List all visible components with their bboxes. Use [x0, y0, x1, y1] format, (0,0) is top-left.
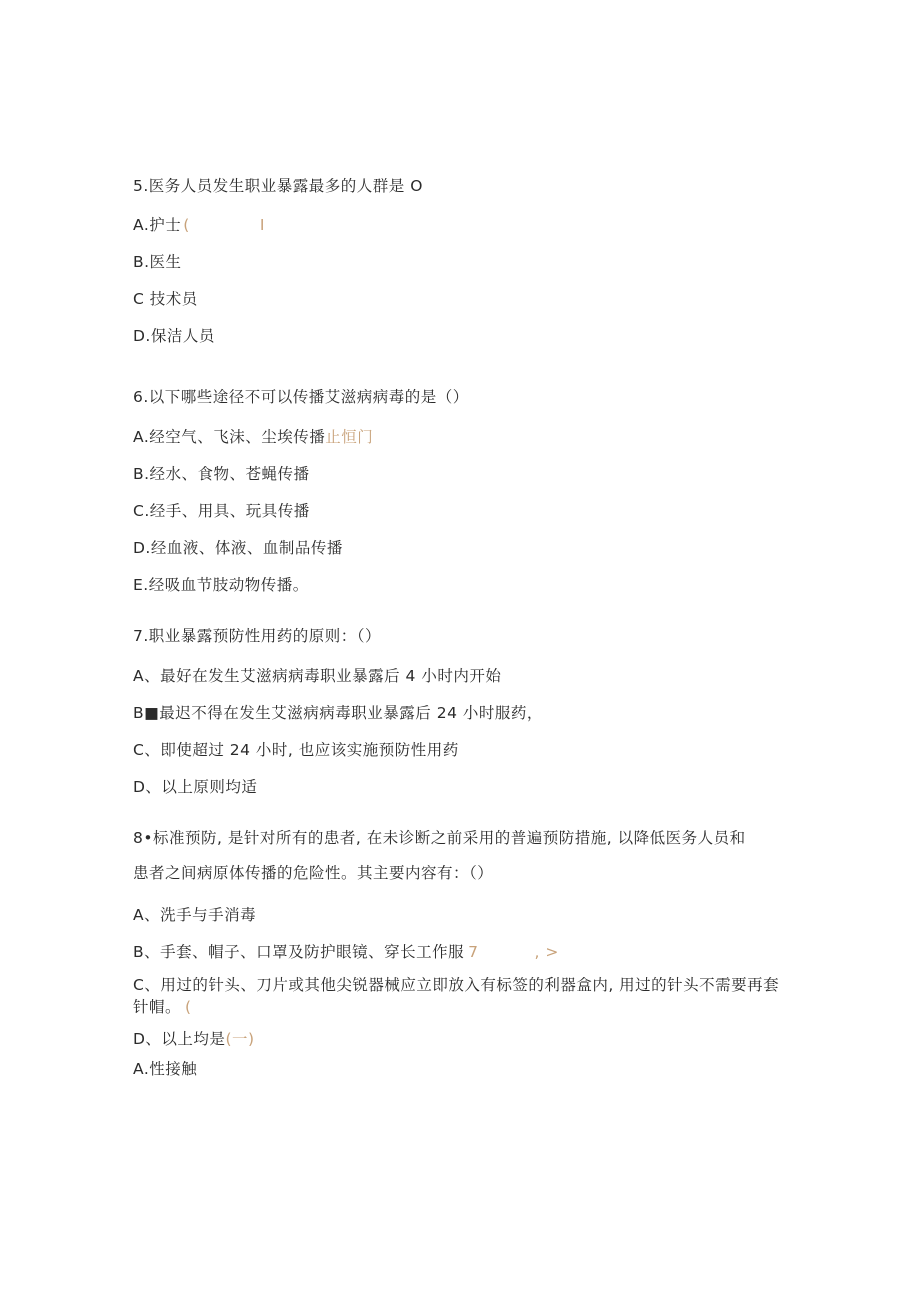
q8-option-d: [133, 1029, 255, 1049]
q8-option-c: [133, 974, 788, 1018]
q6-option-a-text: A.经空气、飞沫、尘埃传播: [133, 428, 326, 446]
q6-option-d: D.经血液、体液、血制品传播: [133, 539, 343, 557]
q7-option-a: A、最好在发生艾滋病病毒职业暴露后 4 小时内开始: [133, 667, 502, 685]
q8-stem-line2: 患者之间病原体传播的危险性。其主要内容有：（）: [133, 864, 494, 882]
q5-option-c: C 技术员: [133, 290, 198, 308]
q8-stem-line1: 8•标准预防, 是针对所有的患者, 在未诊断之前采用的普遍预防措施, 以降低医务人员和: [133, 829, 746, 847]
q7-stem: 7.职业暴露预防性用药的原则：（）: [133, 627, 382, 645]
q6-stem: 6.以下哪些途径不可以传播艾滋病病毒的是（）: [133, 388, 469, 406]
q8-option-d-mark: (一): [225, 1030, 255, 1048]
q8-option-d-text: D、以上均是: [133, 1030, 226, 1048]
q8-option-b-text: B、手套、帽子、口罩及防护眼镜、穿长工作服: [133, 943, 465, 961]
q8-option-c-text: C、用过的针头、刀片或其他尖锐器械应立即放入有标签的利器盒内, 用过的针头不需要再套针帽。: [133, 976, 780, 1016]
q8-extra-option: A.性接触: [133, 1060, 198, 1078]
q6-option-a-mark: 止恒门: [325, 428, 374, 446]
q5-option-a: [133, 215, 265, 235]
q8-option-b-mark1: 7: [468, 943, 479, 961]
q8-option-c-mark: (: [185, 998, 192, 1016]
q5-option-a-mark1: (: [183, 216, 190, 234]
q7-option-b: B■最迟不得在发生艾滋病病毒职业暴露后 24 小时服药，: [133, 704, 543, 722]
q5-option-a-mark2: I: [259, 216, 265, 234]
q5-option-d: D.保洁人员: [133, 327, 215, 345]
q5-option-b: B.医生: [133, 253, 182, 271]
q6-option-b: B.经水、食物、苍蝇传播: [133, 465, 310, 483]
q6-option-e: E.经吸血节肢动物传播。: [133, 576, 309, 594]
q7-option-c: C、即使超过 24 小时, 也应该实施预防性用药: [133, 741, 459, 759]
q8-option-b: [133, 942, 559, 962]
q5-stem: 5.医务人员发生职业暴露最多的人群是 O: [133, 177, 423, 195]
q5-option-a-text: A.护士: [133, 216, 182, 234]
q8-option-a: A、洗手与手消毒: [133, 906, 257, 924]
q6-option-c: C.经手、用具、玩具传播: [133, 502, 310, 520]
q6-option-a: [133, 427, 373, 447]
q8-option-b-mark2: , >: [534, 943, 559, 961]
q7-option-d: D、以上原则均适: [133, 778, 258, 796]
